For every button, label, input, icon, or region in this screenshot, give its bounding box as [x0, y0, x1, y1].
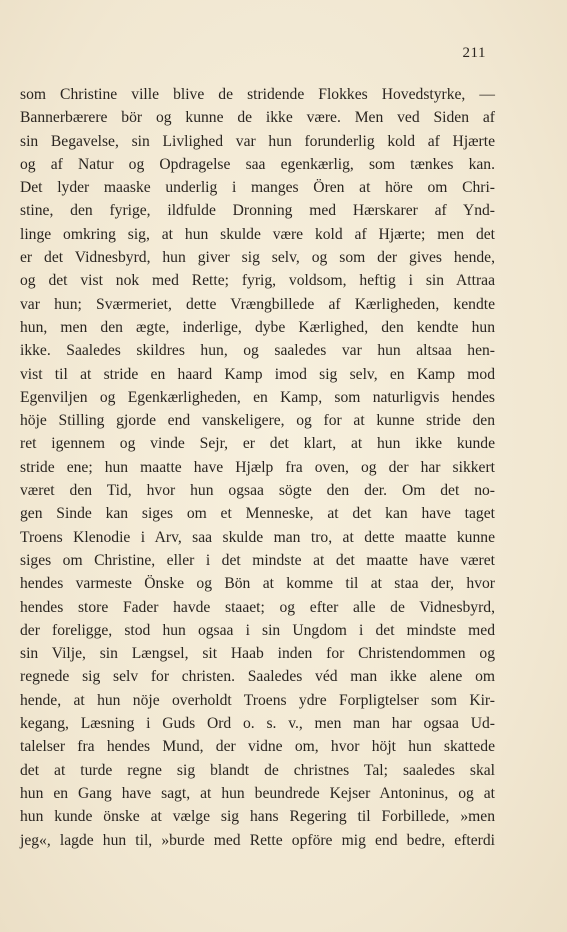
text-line: Det lyder maaske underlig i manges Ören at höre om Chri- — [20, 179, 495, 197]
text-line: höje Stilling gjorde end vanskeligere, og for at kunne stride den — [20, 412, 495, 430]
text-line: hendes store Fader havde staaet; og efter alle de Vidnesbyrd, — [20, 598, 495, 616]
text-line: Bannerbærere bör og kunne de ikke være. Men ved Siden af — [20, 109, 495, 127]
text-line: ret igennem og vinde Sejr, er det klart, at hun ikke kunde — [20, 435, 495, 453]
text-line: er det Vidnesbyrd, hun giver sig selv, og som der gives hende, — [20, 249, 495, 267]
text-line: hende, at hun nöje overholdt Troens ydre Forpligtelser som Kir- — [20, 691, 495, 709]
text-line: hun kunde önske at vælge sig hans Regering til Forbillede, »men — [20, 808, 495, 826]
text-line: været den Tid, hvor hun ogsaa sögte den der. Om det no- — [20, 482, 495, 500]
text-line: Egenviljen og Egenkærligheden, en Kamp, som naturligvis hendes — [20, 388, 495, 406]
text-line: ikke. Saaledes skildres hun, og saaledes var hun altsaa hen- — [20, 342, 495, 360]
text-line: var hun; Sværmeriet, dette Vrængbillede af Kærligheden, kendte — [20, 295, 495, 313]
text-line: og af Natur og Opdragelse saa egenkærlig, som tænkes kan. — [20, 155, 495, 173]
text-line: regnede sig selv for christen. Saaledes véd man ikke alene om — [20, 668, 495, 686]
text-line: som Christine ville blive de stridende Flokkes Hovedstyrke, — — [20, 86, 495, 103]
text-line: jeg«, lagde hun til, »burde med Rette opföre mig end bedre, efterdi — [20, 831, 495, 849]
page-number: 211 — [462, 45, 486, 61]
text-line: vist til at stride en haard Kamp imod sig selv, en Kamp mod — [20, 365, 495, 383]
body-text — [20, 83, 495, 852]
text-line: kegang, Læsning i Guds Ord o. s. v., men man har ogsaa Ud- — [20, 715, 495, 733]
text-line: der foreligge, stod hun ogsaa i sin Ungdom i det mindste med — [20, 621, 495, 639]
text-line: hendes varmeste Önske og Bön at komme til at staa der, hvor — [20, 575, 495, 593]
text-line: Troens Klenodie i Arv, saa skulde man tro, at dette maatte kunne — [20, 528, 495, 546]
text-line: stine, den fyrige, ildfulde Dronning med Hærskarer af Ynd- — [20, 202, 495, 220]
text-line: sin Begavelse, sin Livlighed var hun forunderlig kold af Hjærte — [20, 132, 495, 150]
text-line: stride ene; hun maatte have Hjælp fra oven, og der har sikkert — [20, 458, 495, 476]
text-line: hun en Gang have sagt, at hun beundrede Kejser Antoninus, og at — [20, 784, 495, 802]
text-line: og det vist nok med Rette; fyrig, voldsom, heftig i sin Attraa — [20, 272, 495, 290]
text-line: talelser fra hendes Mund, der vidne om, hvor höjt hun skattede — [20, 738, 495, 756]
text-line: sin Vilje, sin Længsel, sit Haab inden for Christendommen og — [20, 645, 495, 663]
text-line: hun, men den ægte, inderlige, dybe Kærlighed, den kendte hun — [20, 318, 495, 336]
text-line: gen Sinde kan siges om et Menneske, at det kan have taget — [20, 505, 495, 523]
text-line: siges om Christine, eller i det mindste at det maatte have været — [20, 551, 495, 569]
text-line: linge omkring sig, at hun skulde være kold af Hjærte; men det — [20, 225, 495, 243]
text-line: det at turde regne sig blandt de christnes Tal; saaledes skal — [20, 761, 495, 779]
